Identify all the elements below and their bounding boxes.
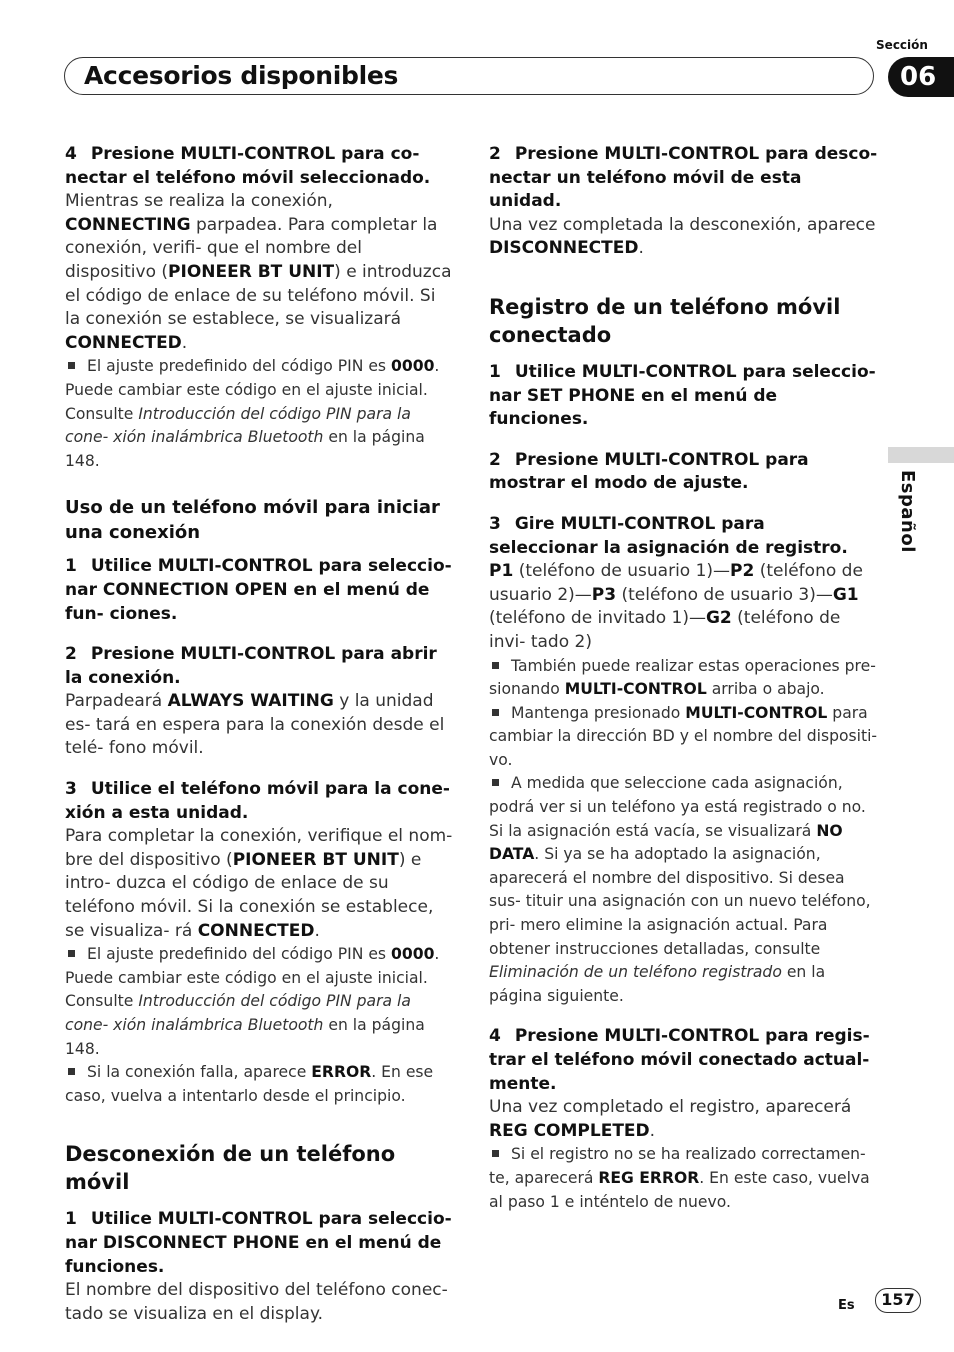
register-step-4-body: Una vez completado el registro, aparecerá REG COMPLETED. xyxy=(489,1097,852,1141)
initiate-step-2-body: Parpadeará ALWAYS WAITING y la unidad es- tará en espera para la conexión desde el telé- fono móvil. xyxy=(65,691,445,759)
bullet-square-icon xyxy=(68,950,75,957)
heading-register: Registro de un teléfono móvil conectado xyxy=(489,294,841,347)
step-4-note: El ajuste predefinido del código PIN es 0000. Puede cambiar este código en el ajuste inicial. Consulte Introducción del código PIN para la cone- xión inalámbrica Bluetooth en la página 148. xyxy=(65,357,440,470)
bullet-square-icon xyxy=(68,362,75,369)
register-step-4-note: Si el registro no se ha realizado correctamen- te, aparecerá REG ERROR. En este caso, vuelva al paso 1 e inténtelo de nuevo. xyxy=(489,1145,870,1211)
language-tab-marker xyxy=(888,447,954,463)
initiate-step-3-note-2: Si la conexión falla, aparece ERROR. En ese caso, vuelva a intentarlo desde el principio. xyxy=(65,1063,434,1105)
register-step-4: 4 Presione MULTI-CONTROL para regis- trar el teléfono móvil conectado actual- mente. xyxy=(489,1026,870,1094)
register-step-3-body: P1 (teléfono de usuario 1)—P2 (teléfono de usuario 2)—P3 (teléfono de usuario 3)—G1 (teléfono de invitado 1)—G2 (teléfono de invi- tado 2) xyxy=(489,561,863,652)
page-title: Accesorios disponibles xyxy=(84,61,399,90)
initiate-step-3-body: Para completar la conexión, verifique el nom- bre del dispositivo (PIONEER BT UNIT) e intro- duzca el código de enlace de su teléfono móvil. Si la conexión se establece, se visualiza- rá CONNECTED. xyxy=(65,826,453,941)
bullet-square-icon xyxy=(492,709,499,716)
heading-disconnect: Desconexión de un teléfono móvil xyxy=(65,1142,396,1195)
initiate-step-1: 1 Utilice MULTI-CONTROL para seleccio- nar CONNECTION OPEN en el menú de fun- ciones. xyxy=(65,556,452,624)
step-4-body: Mientras se realiza la conexión, CONNECTING parpadea. Para completar la conexión, verifi- que el nombre del dispositivo (PIONEER BT UNIT) e introduzca el código de enlace de su teléfono móvil. Si la conexión se establece, se visualizará CONNECTED. xyxy=(65,191,452,353)
bullet-square-icon xyxy=(492,779,499,786)
register-step-3-note-1: También puede realizar estas operaciones pre- sionando MULTI-CONTROL arriba o abajo. xyxy=(489,656,876,699)
bullet-square-icon xyxy=(68,1068,75,1075)
page-number: 157 xyxy=(875,1288,921,1313)
disconnect-step-2: 2 Presione MULTI-CONTROL para desco- nectar un teléfono móvil de esta unidad. xyxy=(489,144,878,212)
bullet-square-icon xyxy=(492,1150,499,1157)
disconnect-step-2-body: Una vez completada la desconexión, aparece DISCONNECTED. xyxy=(489,214,876,259)
section-number-badge: 06 xyxy=(888,57,954,97)
initiate-step-2: 2 Presione MULTI-CONTROL para abrir la conexión. xyxy=(65,644,437,688)
right-column xyxy=(489,143,879,1214)
disconnect-step-1: 1 Utilice MULTI-CONTROL para seleccio- nar DISCONNECT PHONE en el menú de funciones. xyxy=(65,1209,452,1277)
language-tab-label: Español xyxy=(897,470,918,553)
register-step-3: 3 Gire MULTI-CONTROL para seleccionar la asignación de registro. xyxy=(489,513,848,558)
initiate-step-3: 3 Utilice el teléfono móvil para la cone- xión a esta unidad. xyxy=(65,779,450,823)
bullet-square-icon xyxy=(492,662,499,669)
initiate-step-3-note-1: El ajuste predefinido del código PIN es 0000. Puede cambiar este código en el ajuste inicial. Consulte Introducción del código PIN para la cone- xión inalámbrica Bluetooth en la página 148. xyxy=(65,945,440,1058)
register-step-3-note-2: Mantenga presionado MULTI-CONTROL para cambiar la dirección BD y el nombre del dispositi- vo. xyxy=(489,703,878,769)
left-column xyxy=(65,143,453,1326)
register-step-2: 2 Presione MULTI-CONTROL para mostrar el modo de ajuste. xyxy=(489,449,809,494)
register-step-3-note-3: A medida que seleccione cada asignación, podrá ver si un teléfono ya está registrado o no. Si la asignación está vacía, se visualizará NO DATA. Si ya se ha adoptado la asignación, aparecerá el nombre del dispositivo. Si desea sus- tituir una asignación con un nuevo teléfono, pri- mero elimine la asignación actual. Para obtener instrucciones detalladas, consulte Eliminación de un teléfono registrado en la página siguiente. xyxy=(489,774,871,1005)
step-4-title: 4 Presione MULTI-CONTROL para co- nectar el teléfono móvil seleccionado. xyxy=(65,144,431,188)
section-label: Sección xyxy=(876,38,928,52)
subheading-initiate-connection: Uso de un teléfono móvil para iniciar una conexión xyxy=(65,497,440,544)
disconnect-step-1-body: El nombre del dispositivo del teléfono conec- tado se visualiza en el display. xyxy=(65,1280,448,1324)
footer-language-code: Es xyxy=(838,1298,855,1313)
register-step-1: 1 Utilice MULTI-CONTROL para seleccio- nar SET PHONE en el menú de funciones. xyxy=(489,361,876,430)
